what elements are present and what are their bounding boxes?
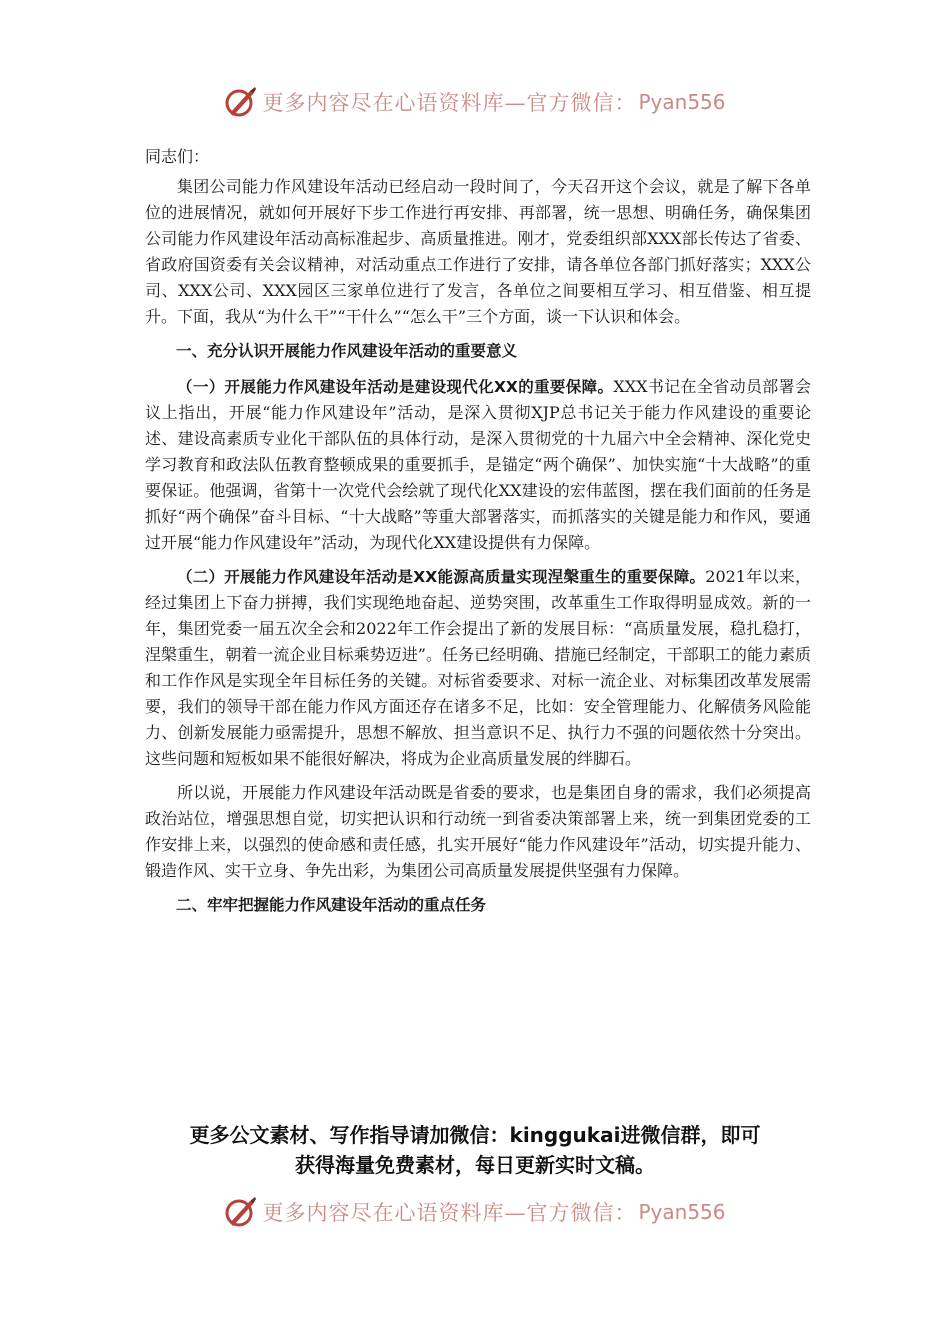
section-heading-2: 二、牢牢把握能力作风建设年活动的重点任务 bbox=[176, 896, 487, 914]
promo-line-1: 更多公文素材、写作指导请加微信：kinggukai进微信群，即可 bbox=[189, 1123, 761, 1147]
subsection-2-title: （二）开展能力作风建设年活动是XX能源高质量实现涅槃重生的重要保障。 bbox=[177, 568, 706, 586]
conclusion-paragraph: 所以说，开展能力作风建设年活动既是省委的要求，也是集团自身的需求，我们必须提高政治站位，增强思想自觉，切实把认识和行动统一到省委决策部署上来，统一到集团党委的工作安排上来，以强烈的使命感和责任感，扎实开展好“能力作风建设年”活动，切实提升能力、锻造作风、实干立身、争先出彩，为集团公司高质量发展提供坚强有力保障。 bbox=[145, 783, 811, 880]
brand-wechat-id: Pyan556 bbox=[638, 90, 726, 114]
document-body bbox=[145, 144, 811, 928]
header-watermark bbox=[0, 82, 950, 122]
footer-watermark bbox=[0, 1192, 950, 1232]
intro-paragraph: 集团公司能力作风建设年活动已经启动一段时间了，今天召开这个会议，就是了解下各单位的进展情况，就如何开展好下步工作进行再安排、再部署，统一思想、明确任务，确保集团公司能力作风建设年活动高标准起步、高质量推进。刚才，党委组织部XXX部长传达了省委、省政府国资委有关会议精神，对活动重点工作进行了安排，请各单位各部门抓好落实；XXX公司、XXX公司、XXX园区三家单位进行了发言，各单位之间要相互学习、相互借鉴、相互提升。下面，我从“为什么干”“干什么”“怎么干”三个方面，谈一下认识和体会。 bbox=[145, 177, 811, 326]
pen-logo-icon bbox=[224, 85, 258, 119]
salutation: 同志们： bbox=[145, 147, 210, 166]
subsection-1 bbox=[145, 374, 811, 556]
pen-logo-icon bbox=[224, 1195, 258, 1229]
brand-text: 更多内容尽在心语资料库—官方微信： bbox=[262, 1201, 637, 1225]
subsection-2 bbox=[145, 564, 811, 772]
promo-banner bbox=[0, 1120, 950, 1180]
brand-wechat-id: Pyan556 bbox=[638, 1200, 726, 1224]
subsection-2-body: 2021年以来，经过集团上下奋力拼搏，我们实现绝地奋起、逆势突围，改革重生工作取得明显成效。新的一年，集团党委一届五次全会和2022年工作会提出了新的发展目标：“高质量发展，稳扎稳打，涅槃重生，朝着一流企业目标乘势迈进”。任务已经明确、措施已经制定，干部职工的能力素质和工作作风是实现全年目标任务的关键。对标省委要求、对标一流企业、对标集团改革发展需要，我们的领导干部在能力作风方面还存在诸多不足，比如：安全管理能力、化解债务风险能力、创新发展能力亟需提升，思想不解放、担当意识不足、执行力不强的问题依然十分突出。这些问题和短板如果不能很好解决，将成为企业高质量发展的绊脚石。 bbox=[145, 567, 811, 768]
brand-text: 更多内容尽在心语资料库—官方微信： bbox=[262, 91, 637, 115]
subsection-1-title: （一）开展能力作风建设年活动是建设现代化XX的重要保障。 bbox=[177, 378, 614, 396]
section-heading-1: 一、充分认识开展能力作风建设年活动的重要意义 bbox=[176, 342, 518, 360]
subsection-1-body: XXX书记在全省动员部署会议上指出，开展“能力作风建设年”活动，是深入贯彻XJP总书记关于能力作风建设的重要论述、建设高素质专业化干部队伍的具体行动，是深入贯彻党的十九届六中全会精神、深化党史学习教育和政法队伍教育整顿成果的重要抓手，是锚定“两个确保”、加快实施“十大战略”的重要保证。他强调，省第十一次党代会绘就了现代化XX建设的宏伟蓝图，摆在我们面前的任务是抓好“两个确保”奋斗目标、“十大战略”等重大部署落实，而抓落实的关键是能力和作风，要通过开展“能力作风建设年”活动，为现代化XX建设提供有力保障。 bbox=[145, 377, 811, 552]
promo-line-2: 获得海量免费素材，每日更新实时文稿。 bbox=[295, 1153, 655, 1177]
